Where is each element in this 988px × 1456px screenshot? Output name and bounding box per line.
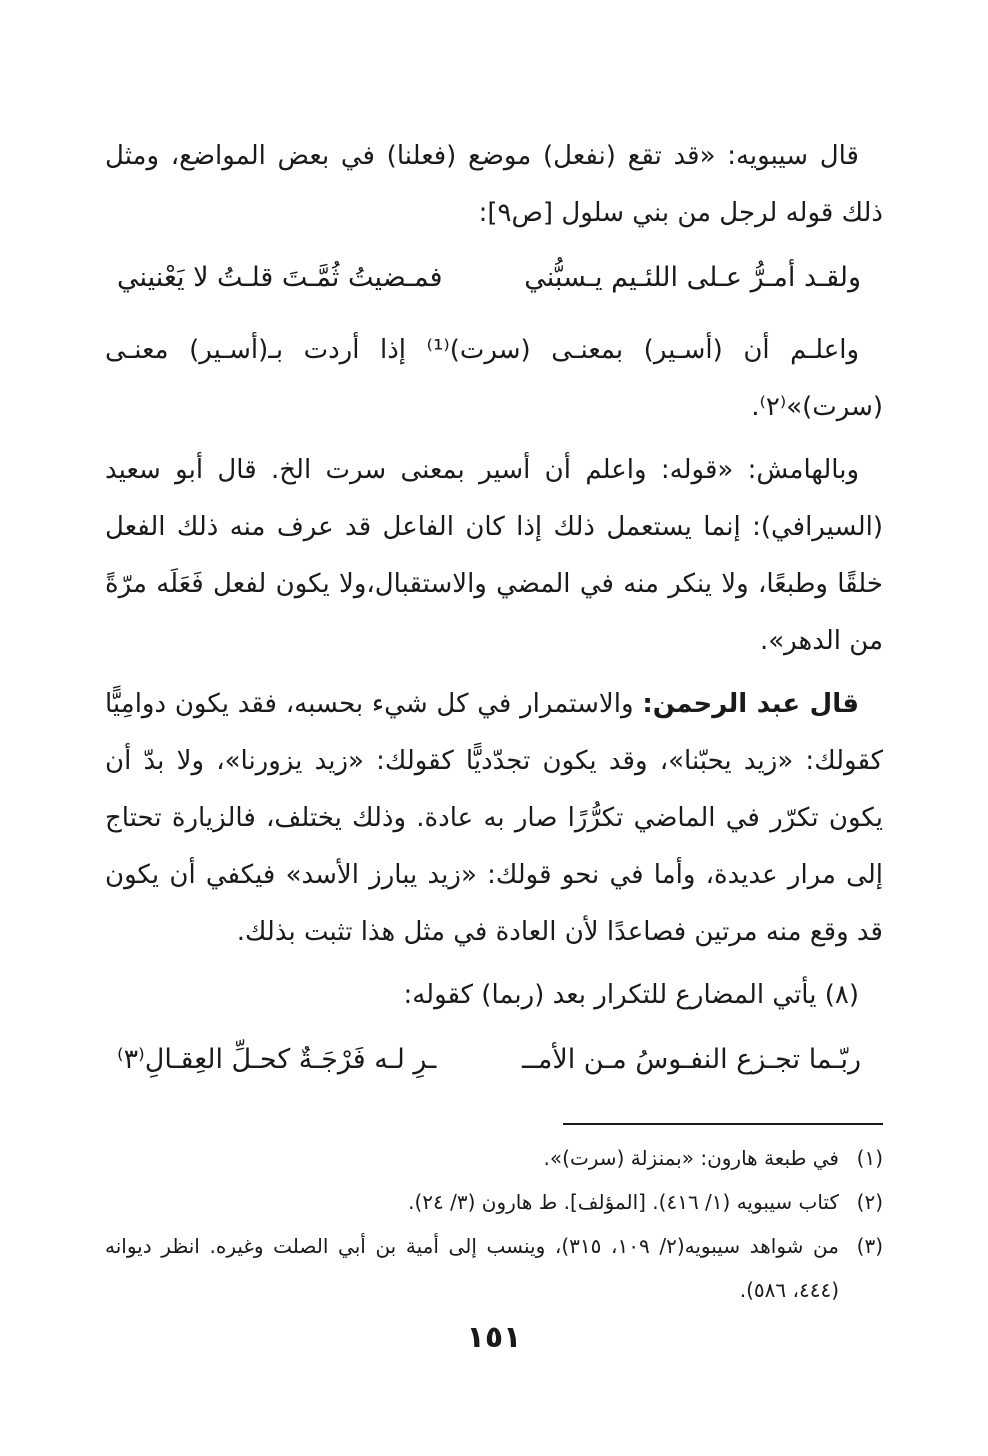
page-number: ١٥١ (466, 1320, 522, 1355)
footnote-text: في طبعة هارون: «بمنزلة (سرت)». (543, 1146, 839, 1170)
abdulrahman-label: قال عبد الرحمن: (642, 689, 860, 719)
paragraph-sibawayh-quote: قال سيبويه: «قد تقع (نفعل) موضع (فعلنا) في بعض المواضع، ومثل ذلك قوله لرجل من بني سلول [ص٩]: (105, 141, 883, 228)
abdulrahman-text: والاستمرار في كل شيء بحسبه، فقد يكون دوامِيًّا كقولك: «زيد يحبّنا»، وقد يكون تجدّديًّا كقولك: «زيد يزورنا»، ولا بدّ أن يكون تكرّر في الماضي تكرُّرًا صار به عادة. وذلك يختلف، فالزيارة تحتاج إلى مرار عديدة، وأما في نحو قولك: «زيد يبارز الأسد» فيكفي أن يكون قد وقع منه مرتين فصاعدًا لأن العادة في مثل هذا تثبت بذلك. (105, 689, 883, 947)
footnotes (105, 1136, 883, 1312)
verse-2-first-hemistich: ربّـما تجـزع النفـوسُ مـن الأمــ (522, 1044, 861, 1075)
footnote-number: (١) (856, 1146, 883, 1170)
footnote-number: (٢) (856, 1190, 883, 1214)
footnote-3 (105, 1224, 883, 1312)
verse-line-1 (105, 248, 883, 308)
footnote-text: من شواهد سيبويه(٢/ ١٠٩، ٣١٥)، وينسب إلى أمية بن أبي الصلت وغيره. انظر ديوانه (٤٤٤، ٥٨٦). (105, 1234, 839, 1302)
verse-1-second-hemistich: فمـضيتُ ثُمَّـتَ قلـتُ لا يَعْنيني (117, 262, 443, 293)
paragraph-rubbama: (٨) يأتي المضارع للتكرار بعد (ربما) كقوله: (403, 980, 859, 1010)
paragraph-margin-note: وبالهامش: «قوله: واعلم أن أسير بمعنى سرت الخ. قال أبو سعيد (السيرافي): إنما يستعمل ذلك إذا كان الفاعل قد عرف منه ذلك الفعل خلقًا وطبعًا، ولا ينكر منه في المضي والاستقبال،ولا يكون لفعل فَعَلَه مرّةً من الدهر». (105, 455, 883, 656)
paragraph-aseer-meaning: واعلـم أن (أسـير) بمعنـى (سرت)⁽¹⁾ إذا أردت بـ(أسـير) معنـى (سرت)»⁽٢⁾. (105, 335, 883, 422)
footnote-text: كتاب سيبويه (١/ ٤١٦). [المؤلف]. ط هارون (٣/ ٢٤). (408, 1190, 839, 1214)
footnote-number: (٣) (856, 1234, 883, 1258)
footnote-1 (105, 1136, 883, 1180)
page-body (105, 128, 883, 1104)
verse-line-2 (105, 1030, 883, 1090)
verse-1-first-hemistich: ولقـد أمـرُّ عـلى اللئـيم يـسبُّني (524, 262, 861, 293)
footnote-separator (563, 1123, 883, 1125)
verse-2-second-hemistich: ـرِ لـه فَرْجَـةٌ كحـلِّ العِقـالِ⁽٣⁾ (117, 1044, 437, 1075)
paragraph-abdulrahman (105, 676, 883, 961)
footnote-2 (105, 1180, 883, 1224)
